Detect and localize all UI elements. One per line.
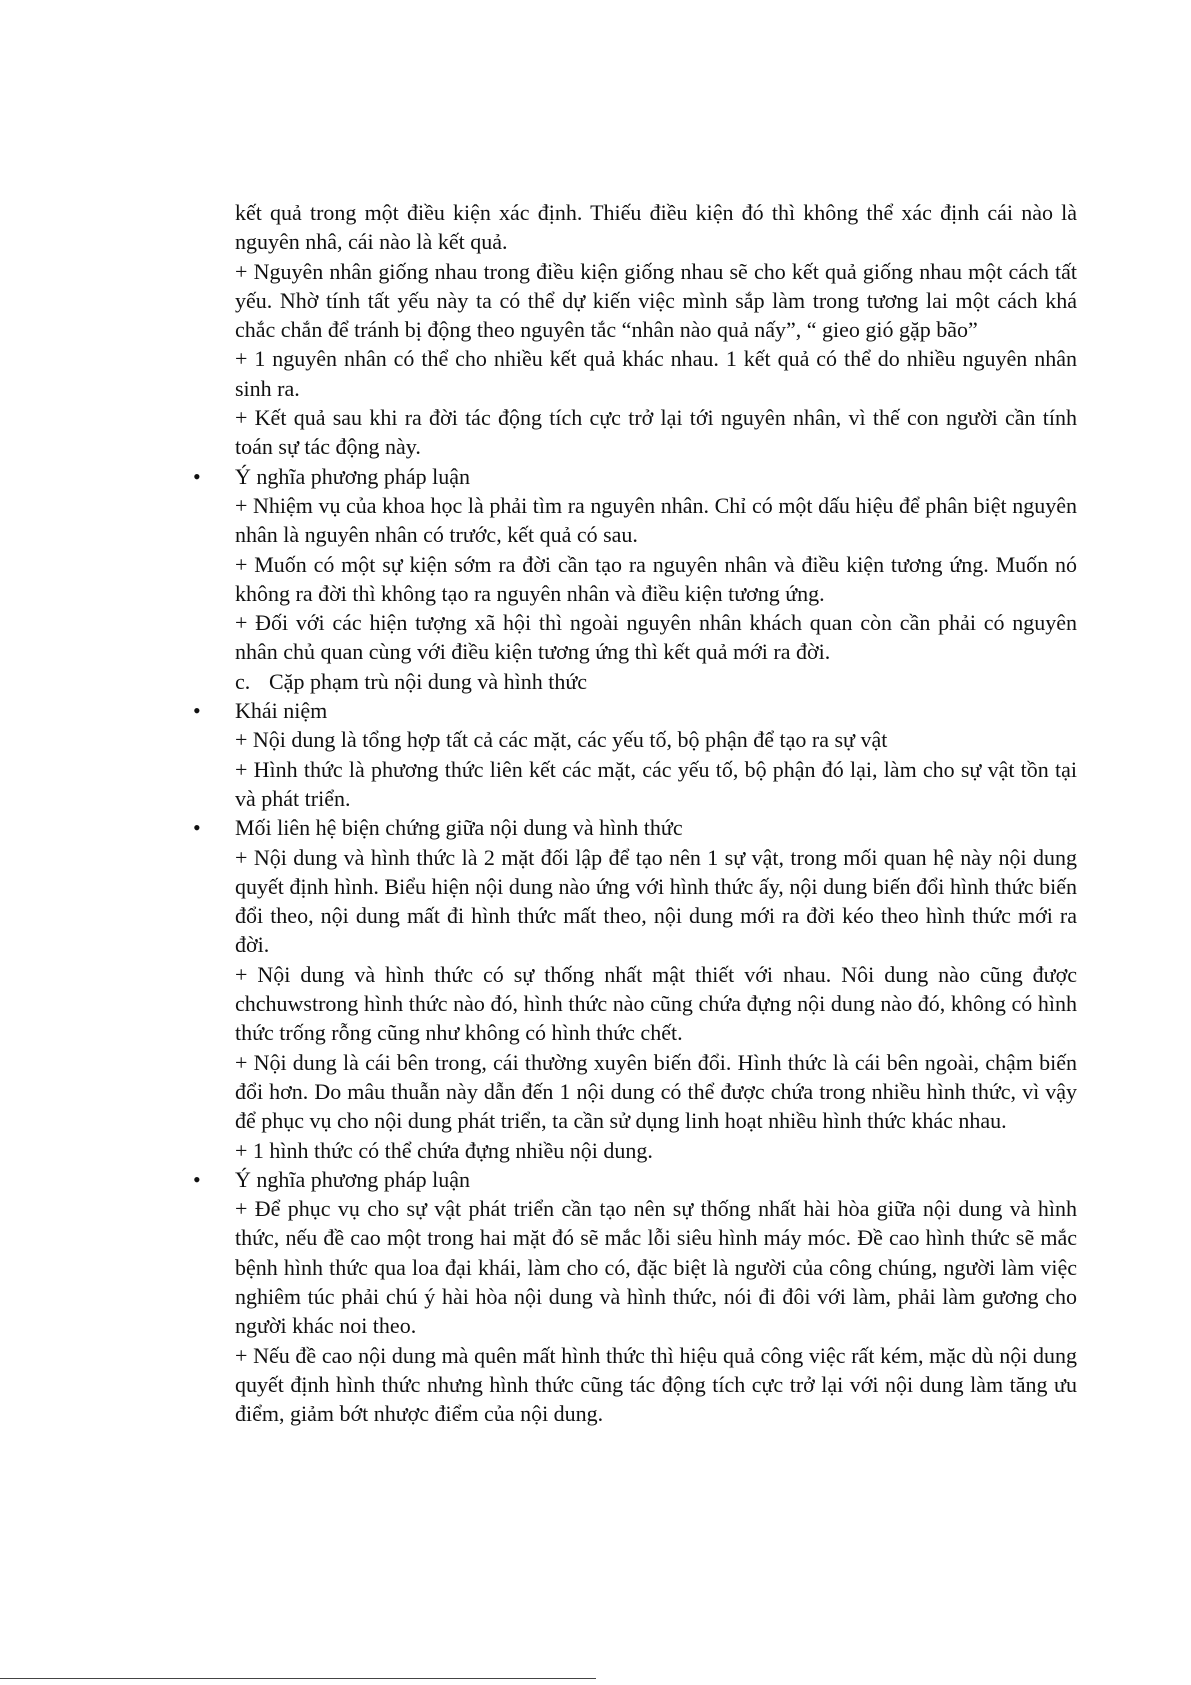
paragraph: + Để phục vụ cho sự vật phát triển cần tạo nên sự thống nhất hài hòa giữa nội dung và hình thức, nếu đề cao một trong hai mặt đó sẽ mắc lỗi siêu hình máy móc. Đề cao hình thức sẽ mắc bệnh hình thức qua loa đại khái, làm cho có, đặc biệt là người của công chúng, người làm việc nghiêm túc phải chú ý hài hòa nội dung và hình thức, nói đi đôi với làm, phải làm gương cho người khác noi theo. <box>235 1196 1077 1339</box>
paragraph: + Nếu đề cao nội dung mà quên mất hình thức thì hiệu quả công việc rất kém, mặc dù nội dung quyết định hình thức nhưng hình thức cũng tác động tích cực trở lại với nội dung làm tăng ưu điểm, giảm bớt nhược điểm của nội dung. <box>235 1342 1077 1427</box>
paragraph: + Nội dung là cái bên trong, cái thường xuyên biến đổi. Hình thức là cái bên ngoài, chậm biến đổi hơn. Do mâu thuẫn này dẫn đến 1 nội dung có thể được chứa trong nhiều hình thức, vì vậy để phục vụ cho nội dung phát triển, ta cần sử dụng linh hoạt nhiều hình thức khác nhau. <box>235 1049 1077 1134</box>
paragraph: + Nhiệm vụ của khoa học là phải tìm ra nguyên nhân. Chỉ có một dấu hiệu để phân biệt nguyên nhân là nguyên nhân có trước, kết quả có sau. <box>235 492 1077 548</box>
section-title: Cặp phạm trù nội dung và hình thức <box>269 668 588 694</box>
page-bottom-rule <box>0 1678 596 1679</box>
paragraph: + Hình thức là phương thức liên kết các mặt, các yếu tố, bộ phận đó lại, làm cho sự vật tồn tại và phát triển. <box>235 756 1077 811</box>
section-label: c. <box>235 668 251 694</box>
paragraph: + 1 hình thức có thể chứa đựng nhiều nội dung. <box>235 1137 653 1163</box>
paragraph: + Muốn có một sự kiện sớm ra đời cần tạo ra nguyên nhân và điều kiện tương ứng. Muốn nó không ra đời thì không tạo ra nguyên nhân và điều kiện tương ứng. <box>235 551 1077 606</box>
paragraph: kết quả trong một điều kiện xác định. Thiếu điều kiện đó thì không thể xác định cái nào là nguyên nhâ, cái nào là kết quả. <box>235 200 1077 255</box>
bullet-heading: • Ý nghĩa phương pháp luận <box>235 462 1077 491</box>
paragraph: + Đối với các hiện tượng xã hội thì ngoài nguyên nhân khách quan còn cần phải có nguyên nhân chủ quan cùng với điều kiện tương ứng thì kết quả mới ra đời. <box>235 610 1077 665</box>
document-body <box>235 198 1077 1428</box>
bullet-heading: • Khái niệm <box>235 696 1077 725</box>
paragraph: + Nguyên nhân giống nhau trong điều kiện giống nhau sẽ cho kết quả giống nhau một cách tất yếu. Nhờ tính tất yếu này ta có thể dự kiến việc mình sắp làm trong tương lai một cách khá chắc chắn để tránh bị động theo nguyên tắc “nhân nào quả nấy”, “ gieo gió gặp bão” <box>235 258 1077 343</box>
bullet-heading: • Mối liên hệ biện chứng giữa nội dung và hình thức <box>235 813 1077 842</box>
bullet-heading: • Ý nghĩa phương pháp luận <box>235 1165 1077 1194</box>
paragraph: + Nội dung và hình thức có sự thống nhất mật thiết với nhau. Nôi dung nào cũng được chchuwstrong hình thức nào đó, hình thức nào cũng chứa đựng nội dung nào đó, không có hình thức trống rỗng cũng như không có hình thức chết. <box>235 961 1077 1046</box>
paragraph: + Kết quả sau khi ra đời tác động tích cực trở lại tới nguyên nhân, vì thế con người cần tính toán sự tác động này. <box>235 405 1077 460</box>
paragraph: + Nội dung và hình thức là 2 mặt đối lập để tạo nên 1 sự vật, trong mối quan hệ này nội dung quyết định hình. Biểu hiện nội dung nào ứng với hình thức ấy, nội dung biến đổi hình thức biến đổi theo, nội dung mất đi hình thức mất theo, nội dung mới ra đời kéo theo hình thức mới ra đời. <box>235 844 1077 958</box>
section-heading <box>235 667 1077 696</box>
paragraph: + 1 nguyên nhân có thể cho nhiều kết quả khác nhau. 1 kết quả có thể do nhiều nguyên nhân sinh ra. <box>235 346 1077 401</box>
paragraph: + Nội dung là tổng hợp tất cả các mặt, các yếu tố, bộ phận để tạo ra sự vật <box>235 727 888 753</box>
